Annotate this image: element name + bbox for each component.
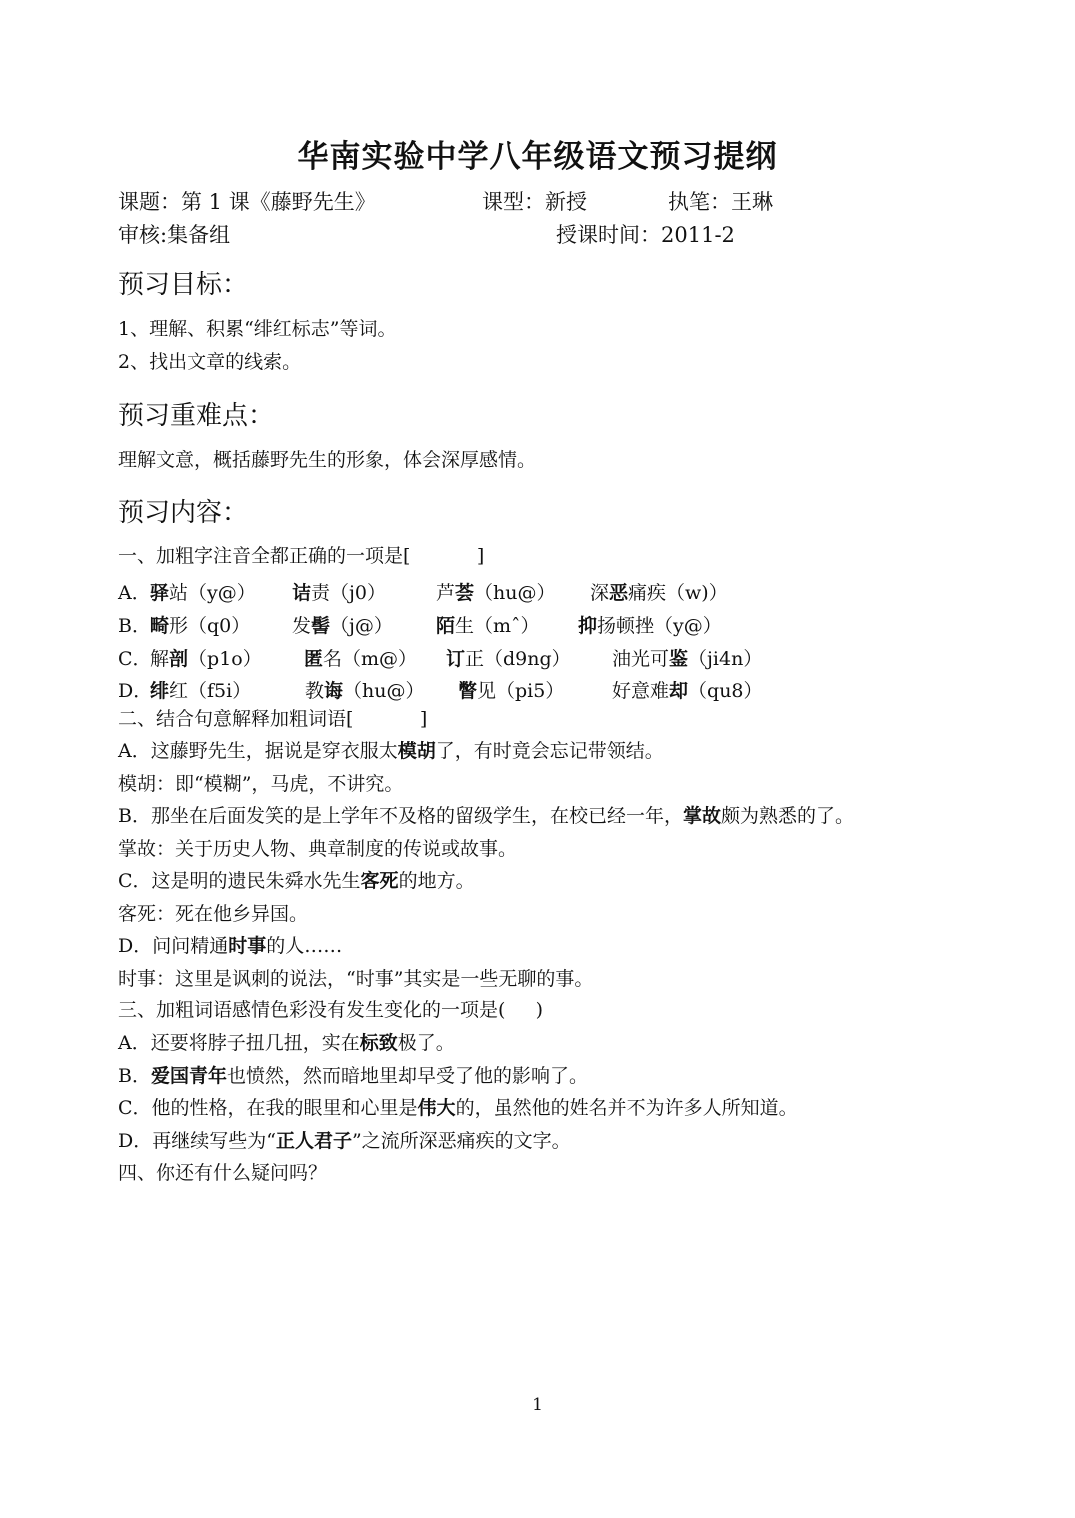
question-2-sentence <box>118 936 342 957</box>
question-3-option <box>118 1066 588 1087</box>
plain-text: A．这藤野先生，据说是穿衣服太 <box>118 740 398 762</box>
bold-character: 陌 <box>436 615 456 637</box>
pinyin-item <box>458 676 564 703</box>
question-3-option <box>118 1033 455 1054</box>
plain-text: 客死：死在他乡异国。 <box>118 902 309 925</box>
question-3-stem: 三、加粗词语感情色彩没有发生变化的一项是( ) <box>118 999 544 1021</box>
question-3-option <box>118 1098 798 1119</box>
page-number: 1 <box>532 1395 543 1415</box>
pinyin-text: （qu8） <box>688 680 763 702</box>
pinyin-text: （j@） <box>330 615 393 637</box>
pinyin-item <box>436 611 540 638</box>
question-1-stem: 一、加粗字注音全都正确的一项是[ ] <box>118 545 485 567</box>
bold-character: 髻 <box>311 615 331 637</box>
bold-character: 抑 <box>578 615 598 637</box>
pinyin-item <box>578 611 722 638</box>
content-heading: 预习内容： <box>118 498 249 528</box>
pinyin-text: 红（f5i） <box>169 680 252 702</box>
pinyin-item <box>612 644 762 671</box>
document-title: 华南实验中学八年级语文预习提纲 <box>297 139 778 175</box>
plain-text: C．他的性格，在我的眼里和心里是 <box>118 1097 418 1119</box>
plain-text: C．这是明的遗民朱舜水先生 <box>118 870 361 892</box>
pinyin-item <box>292 611 393 638</box>
pinyin-item <box>150 578 256 605</box>
bold-character: 瞥 <box>458 680 478 702</box>
plain-text: 掌故：关于历史人物、典章制度的传说或故事。 <box>118 837 518 860</box>
plain-text: B．那坐在后面发笑的是上学年不及格的留级学生，在校已经一年， <box>118 805 683 827</box>
bold-text: 爱国青年 <box>150 1064 227 1087</box>
pinyin-text: 扬顿挫（y@） <box>597 615 722 637</box>
bold-text: 伟大 <box>417 1097 456 1119</box>
pinyin-text: 名（m@） <box>323 648 418 670</box>
question-2-explanation <box>118 904 308 925</box>
pinyin-text: 见（pi5） <box>477 680 565 702</box>
meta-author: 执笔：王琳 <box>668 190 773 214</box>
meta-review: 审核:集备组 <box>118 223 231 247</box>
question-2-sentence <box>118 741 664 762</box>
pinyin-item <box>304 644 417 671</box>
goals-heading: 预习目标： <box>118 270 249 300</box>
bold-character: 诘 <box>292 582 312 604</box>
bold-text: 标致 <box>359 1032 398 1054</box>
bold-character: 荟 <box>455 582 475 604</box>
pinyin-item <box>292 578 386 605</box>
pinyin-text: （ji4n） <box>688 648 763 670</box>
pinyin-item <box>305 676 425 703</box>
question-2-explanation <box>118 969 593 990</box>
pinyin-text: 形（q0） <box>169 615 251 637</box>
question-2-sentence <box>118 871 475 892</box>
meta-topic: 课题：第 1 课《藤野先生》 <box>118 190 376 214</box>
pinyin-item <box>436 578 556 605</box>
bold-text: 时事 <box>228 935 267 957</box>
bold-character: 剖 <box>169 648 189 670</box>
plain-text: 的地方。 <box>398 870 475 892</box>
bold-character: 绯 <box>150 680 170 702</box>
meta-time: 授课时间：2011-2 <box>556 223 735 247</box>
pinyin-text: 责（j0） <box>311 582 386 604</box>
option-label: A． <box>118 582 151 604</box>
pinyin-item <box>150 676 251 703</box>
bold-character: 驿 <box>150 582 170 604</box>
plain-text: 模胡：即“模糊”，马虎，不讲究。 <box>118 772 404 795</box>
pinyin-text: （hu@） <box>474 582 556 604</box>
pinyin-text: 站（y@） <box>169 582 256 604</box>
pinyin-text: 正（d9ng） <box>465 648 571 670</box>
pinyin-text: （hu@） <box>343 680 425 702</box>
bold-character: 却 <box>669 680 689 702</box>
plain-text: 颇为熟悉的了。 <box>720 805 854 827</box>
plain-text: 的人…… <box>266 935 343 957</box>
bold-character: 畸 <box>150 615 170 637</box>
question-3-option <box>118 1131 571 1152</box>
pinyin-text: 痛疾（w)） <box>628 582 728 604</box>
plain-text: ”之流所深恶痛疾的文字。 <box>351 1129 571 1152</box>
pinyin-item <box>590 578 728 605</box>
bold-text: 掌故 <box>682 805 721 827</box>
pinyin-item <box>150 644 262 671</box>
plain-text: 的，虽然他的姓名并不为许多人所知道。 <box>455 1097 798 1119</box>
bold-text: 模胡 <box>397 740 436 762</box>
plain-text: 了，有时竟会忘记带领结。 <box>435 740 664 762</box>
pinyin-text: （p1o） <box>188 648 262 670</box>
plain-text: 教 <box>305 680 325 702</box>
plain-text: 解 <box>150 648 170 670</box>
option-label: D． <box>118 680 153 702</box>
key-points-heading: 预习重难点： <box>118 401 275 431</box>
plain-text: 深 <box>590 582 610 604</box>
bold-character: 恶 <box>609 582 629 604</box>
meta-type: 课型：新授 <box>482 190 587 214</box>
plain-text: 也愤然，然而暗地里却早受了他的影响了。 <box>226 1064 588 1087</box>
option-label: B． <box>118 615 151 637</box>
option-label: C． <box>118 648 152 670</box>
bold-text: 客死 <box>360 870 399 892</box>
plain-text: 极了。 <box>397 1032 455 1054</box>
pinyin-item <box>612 676 763 703</box>
plain-text: D．问问精通 <box>118 935 229 957</box>
plain-text: 发 <box>292 615 312 637</box>
question-2-stem: 二、结合句意解释加粗词语[ ] <box>118 708 428 730</box>
question-2-sentence <box>118 806 854 827</box>
pinyin-item <box>150 611 250 638</box>
bold-character: 诲 <box>324 680 344 702</box>
bold-character: 匿 <box>304 648 324 670</box>
question-2-explanation <box>118 774 403 795</box>
bold-character: 鉴 <box>669 648 689 670</box>
plain-text: D．再继续写些为“ <box>118 1129 276 1152</box>
plain-text: 油光可 <box>612 648 670 670</box>
bold-text: 正人君子 <box>275 1129 352 1152</box>
question-4: 四、你还有什么疑问吗？ <box>118 1162 328 1184</box>
plain-text: A．还要将脖子扭几扭，实在 <box>118 1032 360 1054</box>
plain-text: B． <box>118 1064 151 1087</box>
question-2-explanation <box>118 839 517 860</box>
plain-text: 好意难 <box>612 680 670 702</box>
goal-item: 1、理解、积累“绯红标志”等词。 <box>118 318 397 340</box>
bold-character: 订 <box>446 648 466 670</box>
key-points-text: 理解文意，概括藤野先生的形象，体会深厚感情。 <box>118 449 537 471</box>
plain-text: 时事：这里是讽刺的说法，“时事”其实是一些无聊的事。 <box>118 967 594 990</box>
plain-text: 芦 <box>436 582 456 604</box>
pinyin-text: 生（mˆ） <box>455 615 540 637</box>
goal-item: 2、找出文章的线索。 <box>118 351 302 373</box>
pinyin-item <box>446 644 571 671</box>
